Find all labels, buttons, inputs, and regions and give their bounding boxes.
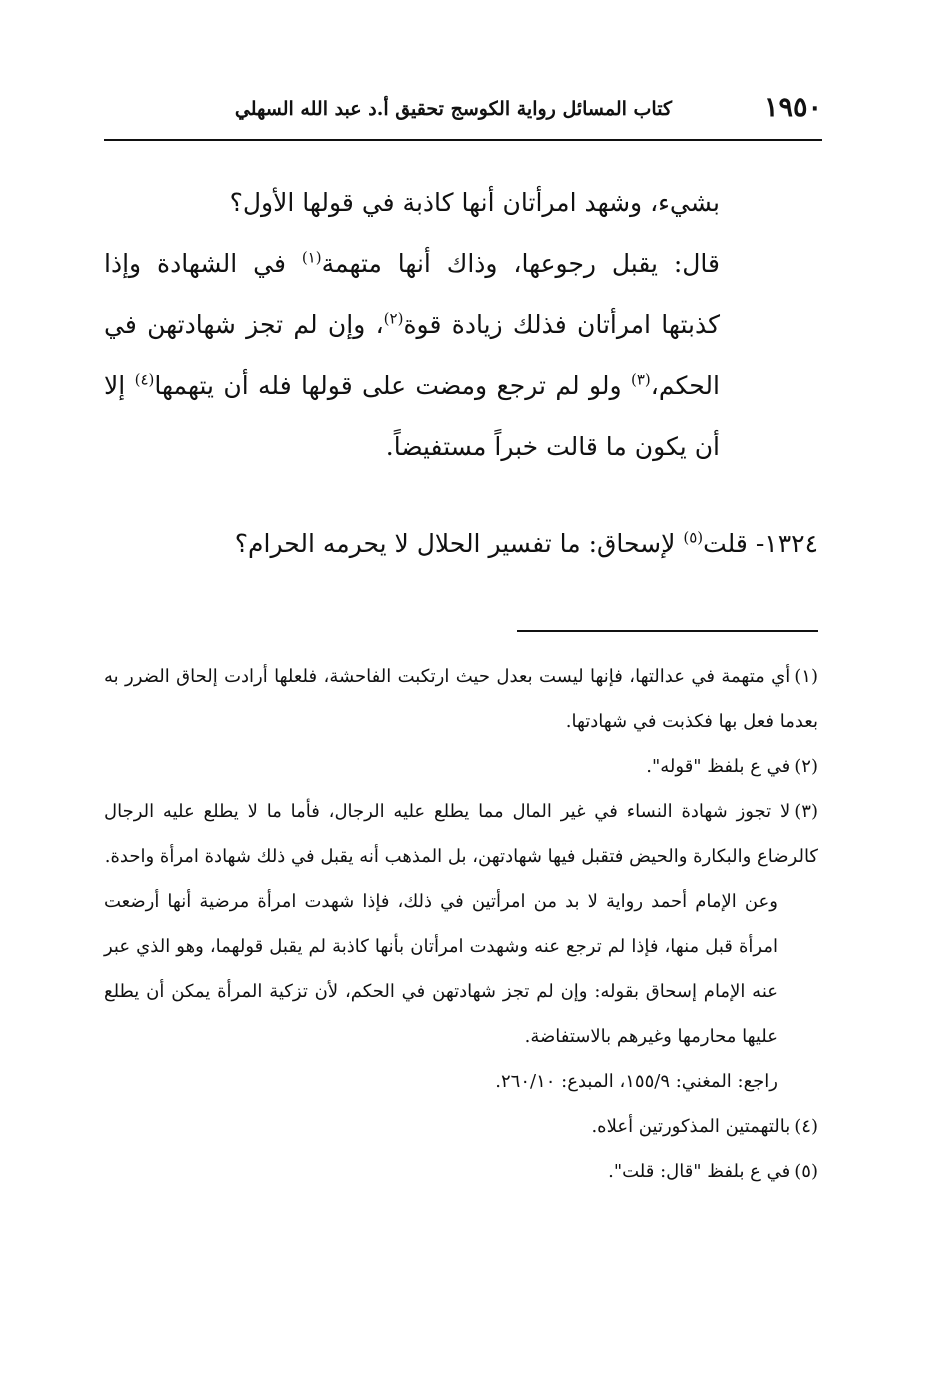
paragraph-2-part-d: ولو لم ترجع ومضت على قولها فله أن يتهمها bbox=[154, 371, 631, 400]
paragraph-2 bbox=[104, 233, 720, 477]
footnote-3-reference: راجع: المغني: ١٥٥/٩، المبدع: ٢٦٠/١٠. bbox=[495, 1071, 778, 1092]
footnote-text: بالتهمتين المذكورتين أعلاه. bbox=[591, 1116, 791, 1137]
footnote-ref-5[interactable]: (٥) bbox=[683, 528, 704, 547]
footnote-ref-4[interactable]: (٤) bbox=[134, 370, 155, 389]
main-text bbox=[104, 172, 720, 477]
question-1324 bbox=[150, 513, 818, 574]
paragraph-1: بشيء، وشهد امرأتان أنها كاذبة في قولها الأول؟ bbox=[229, 188, 720, 217]
paragraph-2-part-c: ، وإن لم تجز شهادتهن في الحكم، bbox=[104, 310, 720, 400]
footnote-ref-1[interactable]: (١) bbox=[301, 248, 322, 267]
footnote-text: لا تجوز شهادة النساء في غير المال مما يطلع عليه الرجال، فأما ما لا يطلع عليه الرجال كالرضاع والبكارة والحيض فتقبل فيها شهادتهن، بل المذهب أنه يقبل في ذلك شهادة امرأة واحدة. bbox=[104, 801, 818, 867]
paragraph-2-part-b: في الشهادة وإذا كذبتها امرأتان فذلك زيادة قوة bbox=[104, 249, 720, 339]
footnote-marker: (٣) bbox=[794, 801, 818, 822]
footnote-text: أي متهمة في عدالتها، فإنها ليست بعدل حيث ارتكبت الفاحشة، فلعلها أرادت إلحاق الضرر به بعدما فعل بها فكذبت في شهادتها. bbox=[104, 666, 818, 732]
footnote-text: في ع بلفظ "قال: قلت". bbox=[608, 1161, 791, 1182]
paragraph-2-part-e: إلا أن يكون ما قالت خبراً مستفيضاً. bbox=[104, 371, 720, 461]
footnote-marker: (٢) bbox=[794, 756, 818, 777]
question-part-a: ١٣٢٤- قلت bbox=[703, 529, 818, 558]
question-part-b: لإسحاق: ما تفسير الحلال لا يحرمه الحرام؟ bbox=[234, 529, 684, 558]
page-header bbox=[104, 92, 822, 132]
footnote-ref-2[interactable]: (٢) bbox=[383, 309, 404, 328]
footnote-text: في ع بلفظ "قوله". bbox=[646, 756, 791, 777]
footnote-3 bbox=[104, 789, 818, 879]
paragraph-2-part-a: قال: يقبل رجوعها، وذاك أنها متهمة bbox=[321, 249, 720, 278]
running-title: كتاب المسائل رواية الكوسج تحقيق أ.د عبد الله السهلي bbox=[234, 98, 672, 120]
footnote-3-continuation: وعن الإمام أحمد رواية لا بد من امرأتين في ذلك، فإذا شهدت امرأة مرضية أنها أرضعت امرأة قبل منها، فإذا لم ترجع عنه وشهدت امرأتان بأنها كاذبة لم يقبل قولهما، وهو الذي عبر عنه الإمام إسحاق بقوله: وإن لم تجز شهادتهن في الحكم، لأن تزكية المرأة يمكن أن يطلع عليها محارمها وغيرهم بالاستفاضة. bbox=[104, 891, 779, 1047]
footnote-1 bbox=[104, 654, 818, 744]
footnote-ref-3[interactable]: (٣) bbox=[631, 370, 651, 389]
footnote-marker: (٥) bbox=[794, 1161, 818, 1182]
page-number: ١٩٥٠ bbox=[763, 92, 822, 123]
footnote-4 bbox=[104, 1104, 818, 1149]
footnote-marker: (١) bbox=[794, 666, 818, 687]
footnote-separator bbox=[517, 630, 818, 632]
footnote-marker: (٤) bbox=[794, 1116, 818, 1137]
footnotes bbox=[104, 654, 818, 1194]
header-rule bbox=[104, 139, 822, 141]
footnote-2 bbox=[104, 744, 818, 789]
footnote-5 bbox=[104, 1149, 818, 1194]
